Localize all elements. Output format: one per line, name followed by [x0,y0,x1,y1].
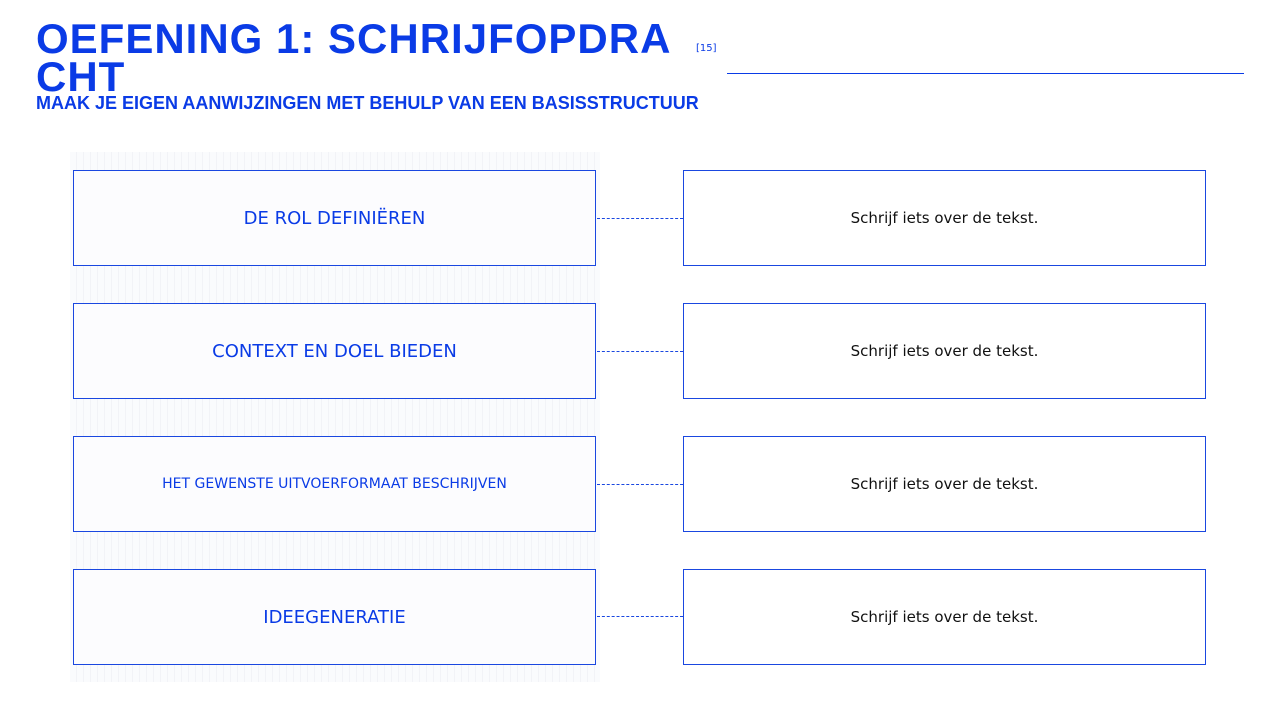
connector-line [597,484,683,485]
step-label-box: DE ROL DEFINIËREN [73,170,596,266]
connector-line [597,351,683,352]
connector-line [597,218,683,219]
slide-number: [15] [696,43,717,54]
connector-line [597,616,683,617]
slide-subtitle: MAAK JE EIGEN AANWIJZINGEN MET BEHULP VAN EEN BASISSTRUCTUUR [36,93,699,113]
header-divider [727,73,1244,74]
step-text-box[interactable]: Schrijf iets over de tekst. [683,303,1206,399]
step-text-box[interactable]: Schrijf iets over de tekst. [683,436,1206,532]
step-label-box: IDEEGENERATIE [73,569,596,665]
step-text-box[interactable]: Schrijf iets over de tekst. [683,170,1206,266]
step-text-box[interactable]: Schrijf iets over de tekst. [683,569,1206,665]
step-label-box: CONTEXT EN DOEL BIEDEN [73,303,596,399]
slide-title: OEFENING 1: SCHRIJFOPDRACHT [36,15,672,100]
step-label-box: HET GEWENSTE UITVOERFORMAAT BESCHRIJVEN [73,436,596,532]
